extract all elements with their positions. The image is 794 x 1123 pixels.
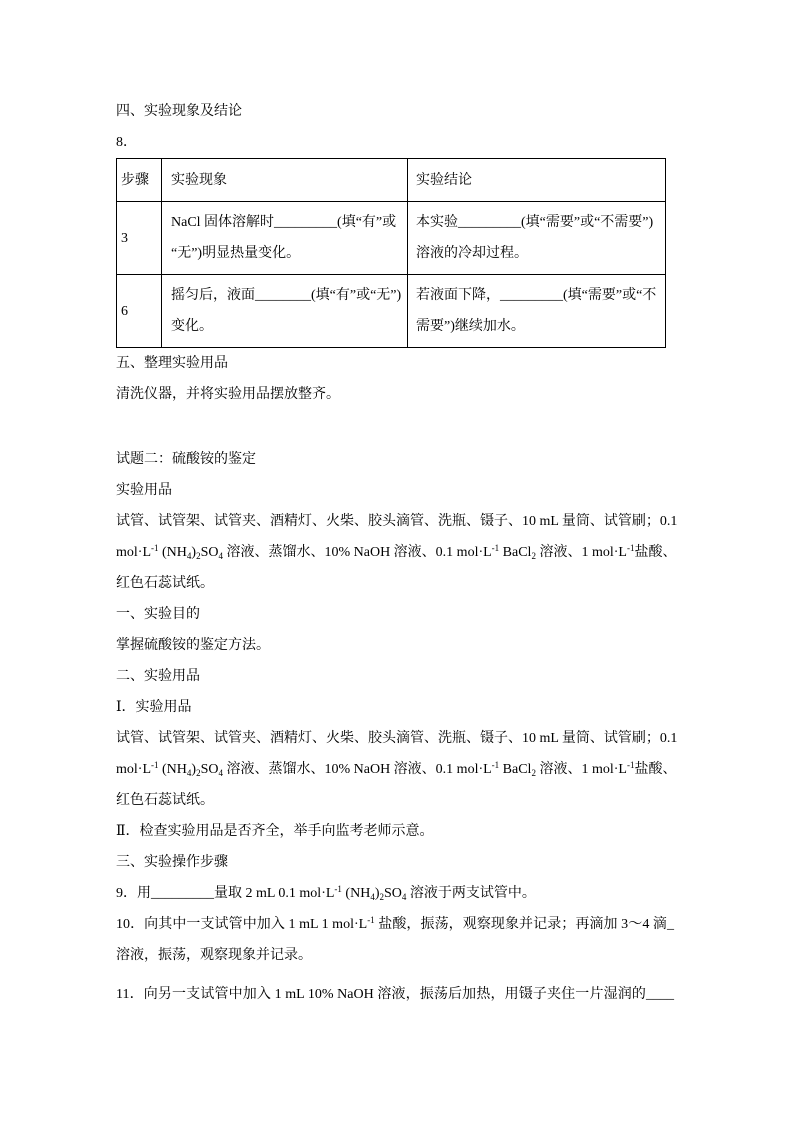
text-line — [116, 878, 686, 909]
question-11: 11．向另一支试管中加入 1 mL 10% NaOH 溶液，振荡后加热，用镊子夹住一片湿润的____ — [116, 987, 674, 1002]
test-title: 试题二：硫酸铵的鉴定 — [116, 452, 256, 467]
text-run: (NH — [341, 886, 371, 901]
text-run: 溶液、蒸馏水、10% NaOH 溶液、0.1 mol·L — [222, 545, 492, 560]
text-run: 摇匀后，液面________(填“有”或“无”) — [171, 288, 402, 303]
text-line — [171, 311, 407, 342]
superscript: -1 — [151, 760, 159, 770]
subscript: 4 — [218, 768, 223, 778]
text-line — [116, 785, 686, 816]
section-heading: 一、实验目的 — [116, 607, 200, 622]
text-line — [416, 280, 665, 311]
subscript: 2 — [196, 551, 201, 561]
step-cell: 6 — [117, 275, 162, 348]
text-run: 红色石蕊试纸。 — [116, 576, 214, 591]
experiment-table — [116, 158, 666, 348]
text-run: 红色石蕊试纸。 — [116, 793, 214, 808]
text-line — [116, 940, 686, 971]
superscript: -1 — [151, 543, 159, 553]
header-step: 步骤 — [117, 159, 162, 202]
text-run: 盐酸、 — [634, 545, 677, 560]
text-run: “无”)明显热量变化。 — [171, 246, 301, 261]
subscript: 4 — [370, 892, 375, 902]
section-heading: 四、实验现象及结论 — [116, 104, 242, 119]
text-run: BaCl — [499, 545, 532, 560]
superscript: -1 — [626, 760, 635, 770]
section-heading: 三、实验操作步骤 — [116, 855, 228, 870]
body-text: 清洗仪器，并将实验用品摆放整齐。 — [116, 387, 340, 402]
superscript: -1 — [491, 760, 500, 770]
text-run: SO — [383, 886, 402, 901]
text-run: 盐酸，振荡，观察现象并记录；再滴加 3～4 滴_ — [374, 917, 675, 932]
text-line — [171, 207, 407, 238]
text-line — [116, 909, 674, 940]
text-run: 溶液、1 mol·L — [535, 762, 627, 777]
table-row — [117, 202, 666, 275]
header-phenomenon: 实验现象 — [162, 159, 408, 202]
text-run: BaCl — [499, 762, 532, 777]
table-body — [117, 159, 666, 348]
instruction-text: Ⅱ．检查实验用品是否齐全，举手向监考老师示意。 — [116, 824, 434, 839]
subsection-heading: Ⅰ．实验用品 — [116, 700, 192, 715]
text-line — [116, 537, 677, 568]
text-line — [171, 280, 407, 311]
text-line — [116, 723, 678, 754]
text-run: 溶液，振荡，观察现象并记录。 — [116, 948, 312, 963]
subscript: 2 — [531, 551, 536, 561]
table-row — [117, 275, 666, 348]
text-line — [116, 568, 686, 599]
text-run: 本实验_________(填“需要”或“不需要”) — [416, 215, 654, 230]
text-run: SO — [200, 762, 219, 777]
body-text: 掌握硫酸铵的鉴定方法。 — [116, 638, 270, 653]
superscript: -1 — [367, 915, 375, 925]
question-9 — [116, 878, 686, 909]
text-run: 9．用_________量取 2 mL 0.1 mol·L — [116, 886, 335, 901]
text-line — [416, 311, 665, 342]
text-run: 溶液、1 mol·L — [535, 545, 627, 560]
text-line — [171, 238, 407, 269]
superscript: -1 — [626, 543, 635, 553]
text-run: ) — [374, 886, 380, 901]
text-run: 溶液的冷却过程。 — [416, 246, 528, 261]
text-run: 变化。 — [171, 319, 213, 334]
text-run: SO — [200, 545, 219, 560]
text-run: (NH — [158, 545, 187, 560]
phenomenon-cell — [162, 275, 408, 348]
text-run: mol·L — [116, 762, 151, 777]
subscript: 4 — [186, 551, 192, 561]
page-content — [116, 96, 686, 1010]
text-line — [116, 506, 678, 537]
subscript: 2 — [531, 768, 536, 778]
table-header-row — [117, 159, 666, 202]
text-run: (NH — [158, 762, 187, 777]
section-heading: 五、整理实验用品 — [116, 356, 228, 371]
text-run: 溶液于两支试管中。 — [406, 886, 536, 901]
conclusion-cell — [408, 275, 666, 348]
text-run: 10．向其中一支试管中加入 1 mL 1 mol·L — [116, 917, 368, 932]
superscript: -1 — [334, 884, 342, 894]
question-10 — [116, 909, 686, 971]
text-run: 试管、试管架、试管夹、酒精灯、火柴、胶头滴管、洗瓶、镊子、10 mL 量筒、试管刷；0.1 — [116, 514, 678, 529]
question-number: 8． — [116, 135, 137, 150]
text-run: 试管、试管架、试管夹、酒精灯、火柴、胶头滴管、洗瓶、镊子、10 mL 量筒、试管刷；0.1 — [116, 731, 678, 746]
subscript: 4 — [218, 551, 223, 561]
text-run: mol·L — [116, 545, 151, 560]
subscript: 2 — [196, 768, 201, 778]
materials-list — [116, 506, 686, 599]
materials-list — [116, 723, 686, 816]
conclusion-cell — [408, 202, 666, 275]
section-heading: 二、实验用品 — [116, 669, 200, 684]
subscript: 4 — [186, 768, 192, 778]
subscript: 4 — [401, 892, 407, 902]
materials-heading: 实验用品 — [116, 483, 172, 498]
text-run: 溶液、蒸馏水、10% NaOH 溶液、0.1 mol·L — [222, 762, 492, 777]
superscript: -1 — [491, 543, 500, 553]
header-conclusion: 实验结论 — [408, 159, 666, 202]
text-run: 需要”)继续加水。 — [416, 319, 525, 334]
step-cell: 3 — [117, 202, 162, 275]
text-line — [416, 207, 665, 238]
text-run: 若液面下降，_________(填“需要”或“不 — [416, 288, 657, 303]
phenomenon-cell — [162, 202, 408, 275]
text-run: NaCl 固体溶解时_________(填“有”或 — [171, 215, 397, 230]
text-line — [416, 238, 665, 269]
subscript: 2 — [379, 892, 384, 902]
text-run: ) — [191, 762, 197, 777]
text-run: 盐酸、 — [634, 762, 677, 777]
text-run: ) — [191, 545, 197, 560]
text-line — [116, 754, 677, 785]
